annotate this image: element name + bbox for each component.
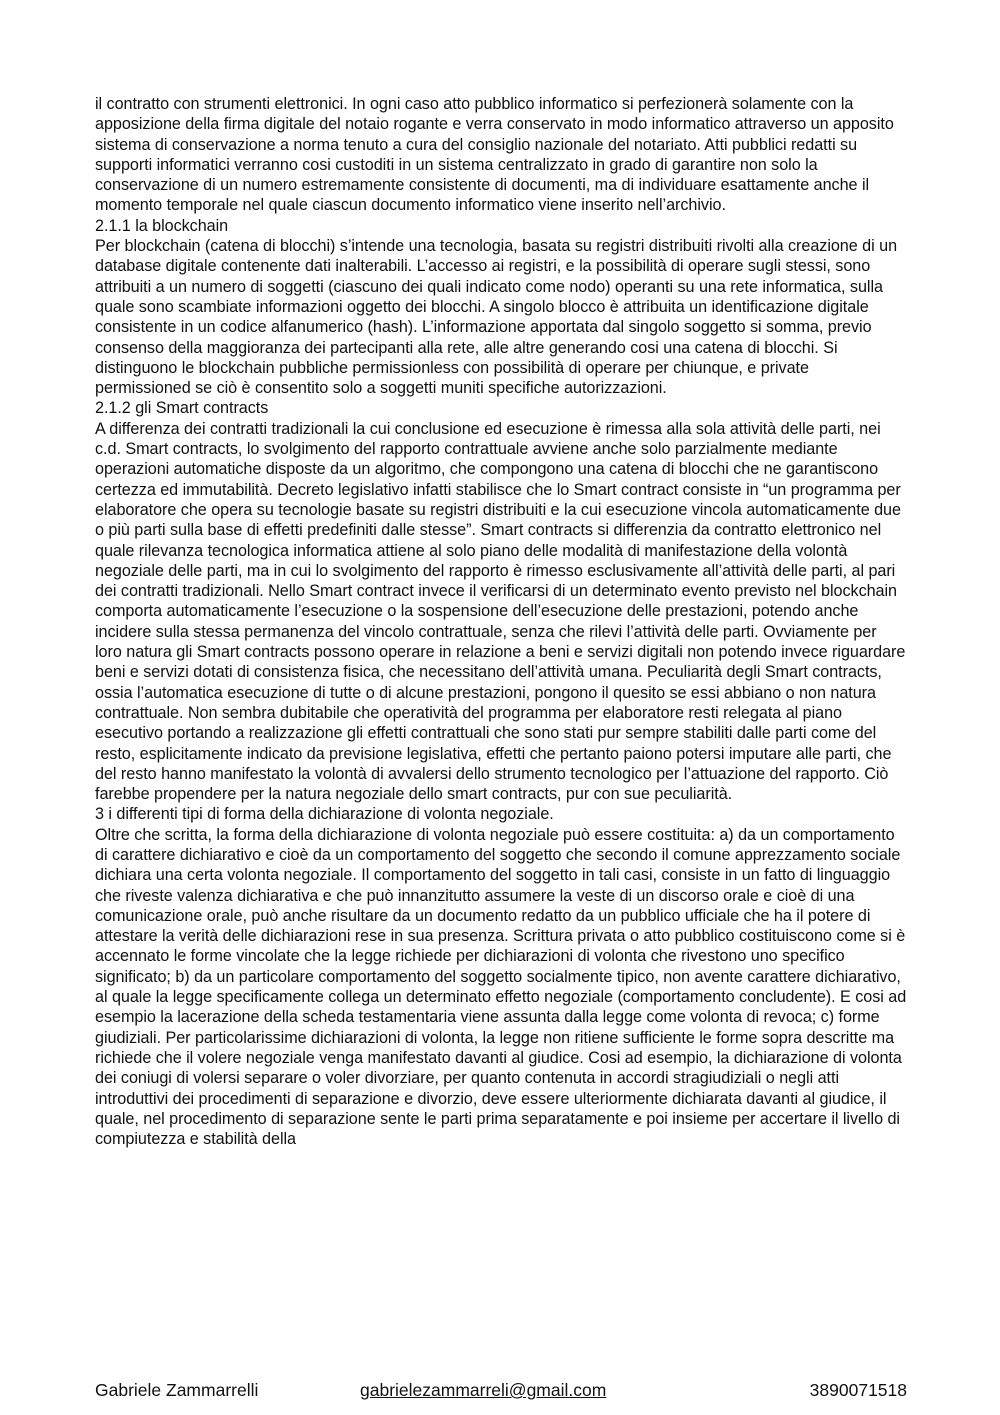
section-heading-forme-dichiarazione: 3 i differenti tipi di forma della dichiarazione di volonta negoziale. bbox=[95, 805, 554, 824]
footer-author: Gabriele Zammarrelli bbox=[95, 1380, 259, 1400]
section-heading-smart-contracts: 2.1.2 gli Smart contracts bbox=[95, 399, 269, 418]
footer-email-link[interactable]: gabrielezammarreli@gmail.com bbox=[360, 1380, 607, 1400]
paragraph-forme-dichiarazione: Oltre che scritta, la forma della dichiarazione di volonta negoziale può essere costituita: a) da un comportamento di carattere dichiarativo e cioè da un comportamento del soggetto che secondo il comune apprezzamento sociale dichiara una certa volonta negoziale. Il comportamento del soggetto in tali casi, consiste in un fatto di linguaggio che riveste valenza dichiarativa e che può innanzitutto assumere la veste di un discorso orale e cioè di una comunicazione orale, può anche risultare da un documento redatto da un pubblico ufficiale che ha il potere di attestare la verità delle dichiarazioni rese in sua presenza. Scrittura privata o atto pubblico costituiscono come si è accennato le forme vincolate che la legge richiede per dichiarazioni di volonta che rivestono uno specifico significato; b) da un particolare comportamento del soggetto socialmente tipico, non avente carattere dichiarativo, al quale la legge specificamente collega un determinato effetto negoziale (comportamento concludente). E cosi ad esempio la lacerazione della scheda testamentaria viene assunta dalla legge come volonta di revoca; c) forme giudiziali. Per particolarissime dichiarazioni di volonta, la legge non ritiene sufficiente le forme sopra descritte ma richiede che il volere negoziale venga manifestato davanti al giudice. Cosi ad esempio, la dichiarazione di volonta dei coniugi di volersi separare o voler divorziare, per quanto contenuta in accordi stragiudiziali o negli atti introduttivi dei procedimenti di separazione e divorzio, deve essere ulteriormente dichiarata davanti al giudice, il quale, nel procedimento di separazione sente le parti prima separatamente e poi insieme per accertare il livello di compiutezza e stabilità della bbox=[95, 825, 907, 1149]
paragraph-intro: il contratto con strumenti elettronici. In ogni caso atto pubblico informatico si perfezionerà solamente con la apposizione della firma digitale del notaio rogante e verra conservato in modo informatico attraverso un apposito sistema di conservazione a norma tenuto a cura del consiglio nazionale del notariato. Atti pubblici redatti su supporti informatici verranno cosi custoditi in un sistema centralizzato in grado di garantire non solo la conservazione di un numero estremamente consistente di documenti, ma di individuare esattamente anche il momento temporale nel quale ciascun documento informatico viene inserito nell’archivio. bbox=[95, 95, 894, 215]
paragraph-smart-contracts: A differenza dei contratti tradizionali la cui conclusione ed esecuzione è rimessa alla sola attività delle parti, nei c.d. Smart contracts, lo svolgimento del rapporto contrattuale avviene anche solo parzialmente mediante operazioni automatiche disposte da un algoritmo, che compongono una catena di blocchi che ne garantiscono certezza ed immutabilità. Decreto legislativo infatti stabilisce che lo Smart contract consiste in “un programma per elaboratore che opera su tecnologie basate su registri distribuiti e la cui esecuzione vincola automaticamente due o più parti sulla base di effetti predefiniti dalle stesse”. Smart contracts si differenzia da contratto elettronico nel quale rilevanza tecnologica informatica attiene al solo piano delle modalità di manifestazione della volontà negoziale delle parti, ma in cui lo svolgimento del rapporto è rimesso esclusivamente all’attività delle parti, al pari dei contratti tradizionali. Nello Smart contract invece il verificarsi di un determinato evento previsto nel blockchain comporta automaticamente l’esecuzione o la sospensione dell’esecuzione delle prestazioni, potendo anche incidere sulla stessa permanenza del vincolo contrattuale, senza che rilevi l’attività delle parti. Ovviamente per loro natura gli Smart contracts possono operare in relazione a beni e servizi digitali non potendo invece riguardare beni e servizi dotati di consistenza fisica, che necessitano dell’attività umana. Peculiarità degli Smart contracts, ossia l’automatica esecuzione di tutte o di alcune prestazioni, pongono il quesito se essi abbiano o non natura contrattuale. Non sembra dubitabile che operatività del programma per elaboratore resti relegata al piano esecutivo portando a realizzazione gli effetti contrattuali che sono stati pur sempre stabiliti dalle parti come del resto, esplicitamente indicato da previsione legislativa, effetti che pertanto paiono potersi imputare alle parti, che del resto hanno manifestato la volontà di avvalersi dello strumento tecnologico per l’attuazione del rapporto. Ciò farebbe propendere per la natura negoziale dello smart contracts, pur con sue peculiarità. bbox=[95, 419, 906, 804]
paragraph-blockchain: Per blockchain (catena di blocchi) s’intende una tecnologia, basata su registri distribuiti rivolti alla creazione di un database digitale contenente dati inalterabili. L’accesso ai registri, e la possibilità di operare sugli stessi, sono attribuiti a un numero di soggetti (ciascuno dei quali indicato come nodo) operanti su una rete informatica, sulla quale sono scambiate informazioni oggetto dei blocchi. A singolo blocco è attribuita un identificazione digitale consistente in un codice alfanumerico (hash). L’informazione apportata dal singolo soggetto si somma, previo consenso della maggioranza dei partecipanti alla rete, alle altre generando cosi una catena di blocchi. Si distinguono le blockchain pubbliche permissionless con possibilità di operare per chiunque, e private permissioned se ciò è consentito solo a soggetti muniti specifiche autorizzazioni. bbox=[95, 237, 898, 398]
section-heading-blockchain: 2.1.1 la blockchain bbox=[95, 216, 229, 235]
page-footer bbox=[95, 1378, 907, 1402]
footer-phone: 3890071518 bbox=[809, 1380, 907, 1400]
document-body bbox=[95, 94, 907, 1149]
